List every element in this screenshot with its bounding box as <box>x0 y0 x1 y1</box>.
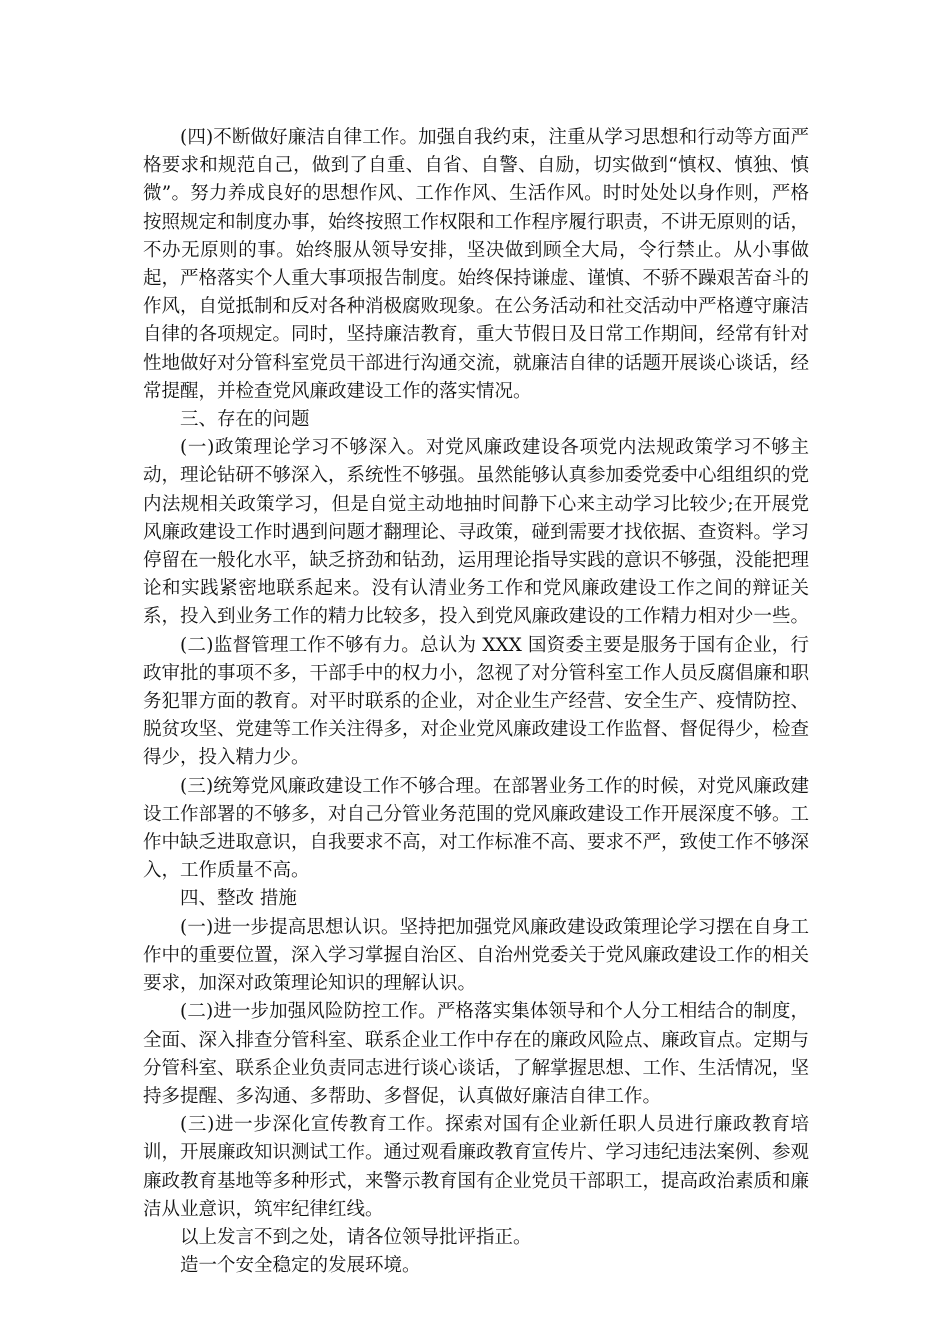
paragraph-problem-theory-study: (一)政策理论学习不够深入。对党风廉政建设各项党内法规政策学习不够主动，理论钻研不够深入，系统性不够强。虽然能够认真参加委党委中心组组织的党内法规相关政策学习，但是自觉主动地抽时间静下心来主动学习比较少;在开展党风廉政建设工作时遇到问题才翻理论、寻政策，碰到需要才找依据、查资料。学习停留在一般化水平，缺乏挤劲和钻劲，运用理论指导实践的意识不够强，没能把理论和实践紧密地联系起来。没有认清业务工作和党风廉政建设工作之间的辩证关系，投入到业务工作的精力比较多，投入到党风廉政建设的工作精力相对少一些。 <box>143 437 810 628</box>
paragraph-discipline-self: (四)不断做好廉洁自律工作。加强自我约束，注重从学习思想和行动等方面严格要求和规范自己，做到了自重、自省、自警、自励，切实做到“慎权、慎独、慎微”。努力养成良好的思想作风、工作作风、生活作风。时时处处以身作则，严格按照规定和制度办事，始终按照工作权限和工作程序履行职责，不讲无原则的话，不办无原则的事。始终服从领导安排，坚决做到顾全大局，令行禁止。从小事做起，严格落实个人重大事项报告制度。始终保持谦虚、谨慎、不骄不躁艰苦奋斗的作风，自觉抵制和反对各种消极腐败现象。在公务活动和社交活动中严格遵守廉洁自律的各项规定。同时，坚持廉洁教育，重大节假日及日常工作期间，经常有针对性地做好对分管科室党员干部进行沟通交流，就廉洁自律的话题开展谈心谈话，经常提醒，并检查党风廉政建设工作的落实情况。 <box>143 127 810 402</box>
paragraph-problem-supervision: (二)监督管理工作不够有力。总认为 XXX 国资委主要是服务于国有企业，行政审批的事项不多，干部手中的权力小，忽视了对分管科室工作人员反腐倡廉和职务犯罪方面的教育。对平时联系的企业，对企业生产经营、安全生产、疫情防控、脱贫攻坚、党建等工作关注得多，对企业党风廉政建设工作监督、督促得少，检查得少，投入精力少。 <box>143 634 810 769</box>
section-heading-rectification: 四、整改 措施 <box>180 888 297 910</box>
section-heading-problems: 三、存在的问题 <box>180 409 310 431</box>
paragraph-problem-coordination: (三)统筹党风廉政建设工作不够合理。在部署业务工作的时候，对党风廉政建设工作部署的不够多，对自己分管业务范围的党风廉政建设工作开展深度不够。工作中缺乏进取意识，自我要求不高，对工作标准不高、要求不严，致使工作不够深入，工作质量不高。 <box>143 775 810 882</box>
paragraph-closing-remark: 以上发言不到之处，请各位领导批评指正。 <box>180 1226 532 1248</box>
document-body <box>143 124 809 1280</box>
paragraph-measure-awareness: (一)进一步提高思想认识。坚持把加强党风廉政建设政策理论学习摆在自身工作中的重要位置，深入学习掌握自治区、自治州党委关于党风廉政建设工作的相关要求，加深对政策理论知识的理解认识。 <box>143 916 810 995</box>
paragraph-measure-risk-control: (二)进一步加强风险防控工作。严格落实集体领导和个人分工相结合的制度，全面、深入排查分管科室、联系企业工作中存在的廉政风险点、廉政盲点。定期与分管科室、联系企业负责同志进行谈心谈话，了解掌握思想、工作、生活情况，坚持多提醒、多沟通、多帮助、多督促，认真做好廉洁自律工作。 <box>143 1001 810 1107</box>
paragraph-measure-education: (三)进一步深化宣传教育工作。探索对国有企业新任职人员进行廉政教育培训，开展廉政知识测试工作。通过观看廉政教育宣传片、学习违纪违法案例、参观廉政教育基地等多种形式，来警示教育国有企业党员干部职工，提高政治素质和廉洁从业意识，筑牢纪律红线。 <box>143 1114 810 1220</box>
paragraph-trailing-fragment: 造一个安全稳定的发展环境。 <box>180 1255 421 1277</box>
